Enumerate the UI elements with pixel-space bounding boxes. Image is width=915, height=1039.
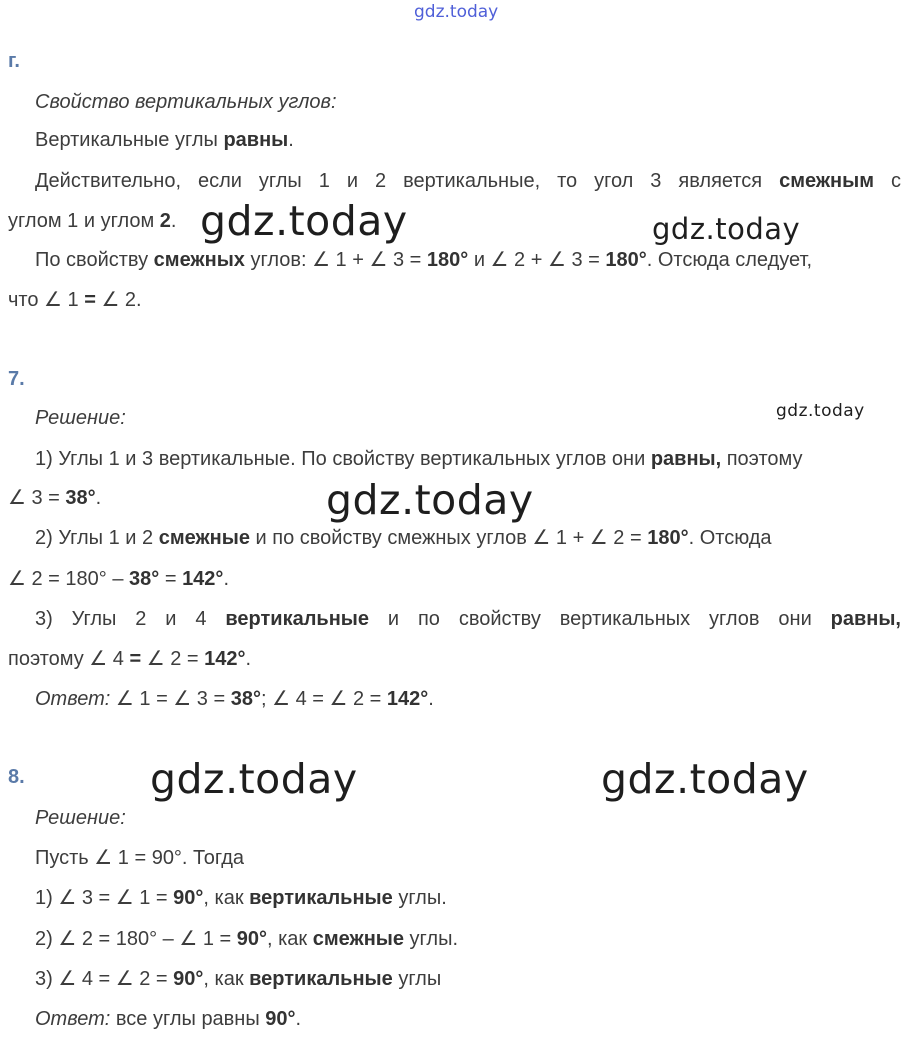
text-line: что ∠ 1 = ∠ 2. [8,289,142,311]
text-line: Пусть ∠ 1 = 90°. Тогда [35,847,245,869]
text-line: углом 1 и углом 2. [8,210,177,232]
watermark-top: gdz.today [414,2,499,22]
solution-heading: Решение: [35,407,126,429]
section-title: Свойство вертикальных углов: [35,91,337,113]
text-line: По свойству смежных углов: ∠ 1 + ∠ 3 = 180° и ∠ 2 + ∠ 3 = 180°. Отсюда следует, [35,249,813,271]
watermark: gdz.today [326,476,534,524]
text-line: Вертикальные углы равны. [35,129,294,151]
text-line: 2) ∠ 2 = 180° – ∠ 1 = 90°, как смежные углы. [35,928,458,950]
watermark: gdz.today [150,755,358,803]
solution-heading: Решение: [35,807,126,829]
text-line: ∠ 2 = 180° – 38° = 142°. [8,568,229,590]
watermark: gdz.today [200,197,408,245]
section-number-8: 8. [8,766,25,788]
text-line: 3) Углы 2 и 4 вертикальные и по свойству вертикальных углов они равны, [35,608,901,630]
answer-line: Ответ: ∠ 1 = ∠ 3 = 38°; ∠ 4 = ∠ 2 = 142°. [35,688,434,710]
section-number-7: 7. [8,368,25,390]
watermark: gdz.today [652,212,801,246]
watermark: gdz.today [601,755,809,803]
text-line: 3) ∠ 4 = ∠ 2 = 90°, как вертикальные углы [35,968,442,990]
text-line: Действительно, если углы 1 и 2 вертикальные, то угол 3 является смежным с [35,170,901,192]
text-line: поэтому ∠ 4 = ∠ 2 = 142°. [8,648,252,670]
text-line: 2) Углы 1 и 2 смежные и по свойству смежных углов ∠ 1 + ∠ 2 = 180°. Отсюда [35,527,772,549]
text-line: 1) Углы 1 и 3 вертикальные. По свойству вертикальных углов они равны, поэтому [35,448,803,470]
section-number-g: г. [8,50,20,72]
answer-line: Ответ: все углы равны 90°. [35,1008,302,1030]
watermark: gdz.today [776,401,865,421]
text-line: ∠ 3 = 38°. [8,487,102,509]
text-line: 1) ∠ 3 = ∠ 1 = 90°, как вертикальные углы. [35,887,447,909]
